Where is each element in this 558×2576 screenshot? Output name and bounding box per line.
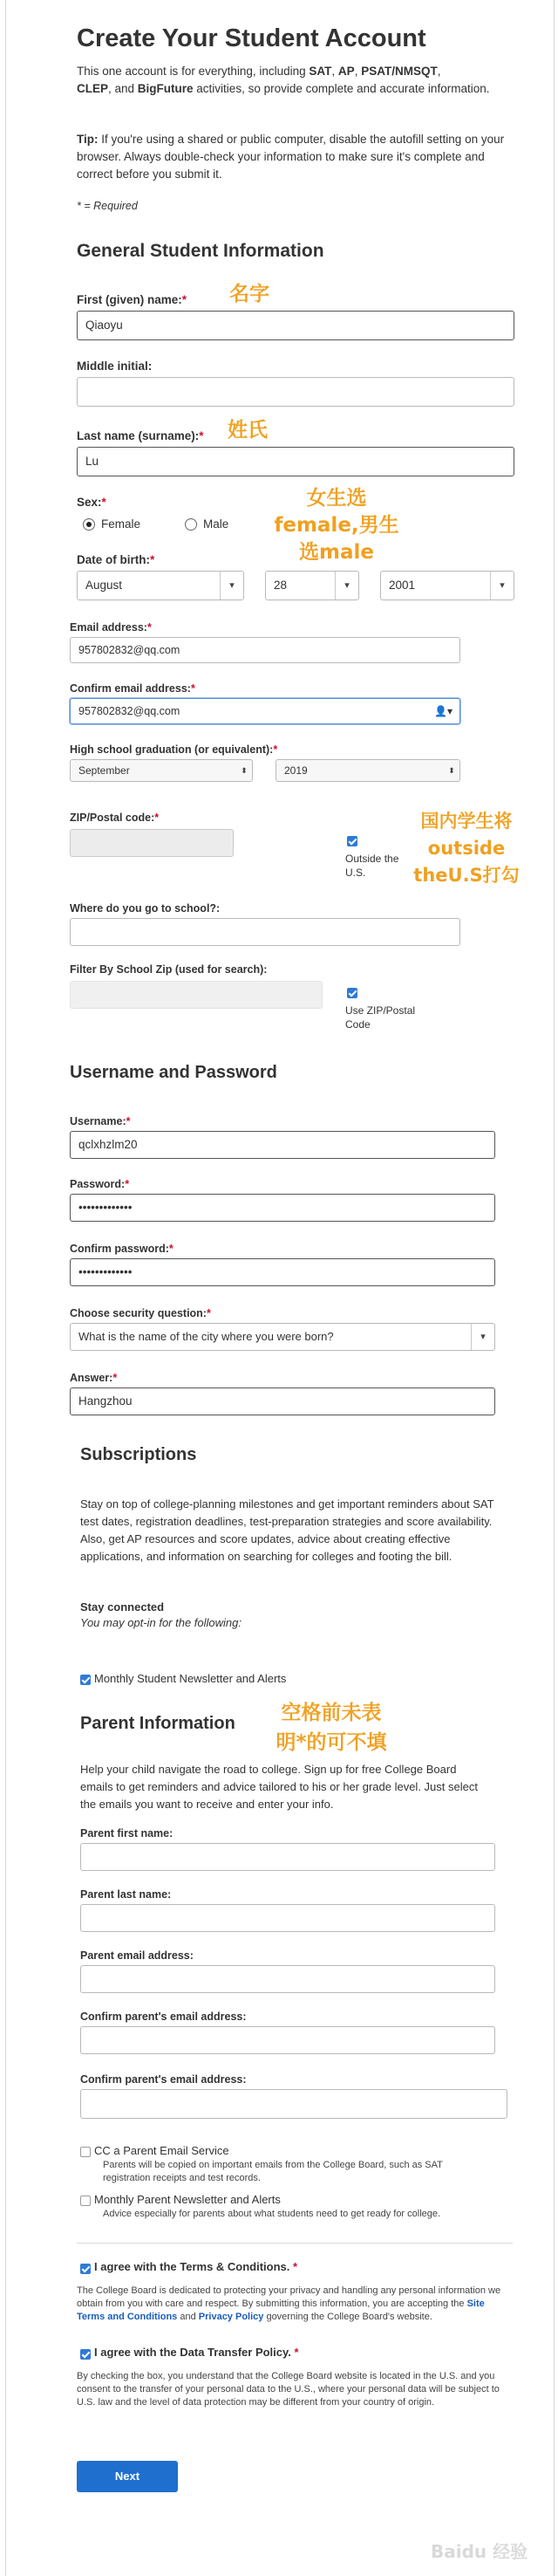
confirm-email-value: 957802832@qq.com [78,705,180,717]
confirm-parent-email-input-2[interactable] [80,2089,507,2119]
email-input[interactable]: 957802832@qq.com [70,637,460,663]
security-question-label: Choose security question:* [70,1307,211,1319]
cc-parent-label: CC a Parent Email Service [94,2144,229,2157]
stay-connected-label: Stay connected [80,1600,165,1613]
female-radio[interactable] [83,518,95,531]
username-input[interactable]: qclxhzlm20 [70,1131,495,1159]
last-name-label: Last name (surname):* [77,429,204,442]
outside-us-label: Outside the U.S. [345,853,399,879]
section-heading-account: Username and Password [70,1063,277,1082]
male-label: Male [203,517,229,531]
autofill-contact-icon[interactable]: 👤▾ [434,705,453,717]
confirm-email-input[interactable] [70,698,460,724]
student-newsletter-label: Monthly Student Newsletter and Alerts [94,1672,287,1685]
dob-month-select[interactable] [77,571,244,600]
parent-first-name-label: Parent first name: [80,1827,174,1840]
tip-text: Tip: If you're using a shared or public computer, disable the autofill setting on your browser. Always double-check your information to make sure it's complete and correct before you submit it. [77,133,505,181]
parent-newsletter-checkbox[interactable] [80,2196,91,2206]
updown-arrows-icon: ⬍ [448,766,455,775]
confirm-parent-email-input[interactable] [80,2026,495,2054]
section-heading-subscriptions: Subscriptions [80,1445,197,1464]
agree-transfer-checkbox[interactable] [80,2349,91,2360]
agree-transfer-label: I agree with the Data Transfer Policy. * [94,2346,299,2359]
use-zip-label: Use ZIP/Postal Code [345,1004,416,1031]
confirm-password-label: Confirm password:* [70,1243,174,1255]
graduation-month-value: September [78,764,130,777]
graduation-month-select[interactable] [70,759,253,782]
watermark: Baidu 经验 [431,2541,528,2562]
use-zip-checkbox[interactable] [347,988,357,998]
chevron-down-icon: ▾ [490,572,514,599]
security-question-value: What is the name of the city where you were born? [78,1330,334,1343]
terms-text: The College Board is dedicated to protecting your privacy and handling any personal information we obtain from you with care and respect. By submitting this information, you are accepting the Site Terms and Conditions and Privacy Policy governing the College Board's website. [77,2285,501,2322]
filter-zip-input[interactable] [70,981,323,1009]
password-label: Password:* [70,1178,130,1190]
sex-label: Sex:* [77,496,106,509]
parent-email-input[interactable] [80,1965,495,1993]
zip-label: ZIP/Postal code:* [70,812,160,824]
graduation-year-value: 2019 [284,764,308,777]
parent-email-label: Parent email address: [80,1949,194,1962]
divider [77,2243,513,2244]
student-newsletter-checkbox[interactable] [80,1675,91,1685]
annotation-name: 名字 [229,283,269,305]
graduation-label: High school graduation (or equivalent):* [70,743,278,756]
graduation-year-select[interactable] [276,759,460,782]
male-radio[interactable] [185,518,197,531]
dob-label: Date of birth:* [77,553,155,566]
parent-first-name-input[interactable] [80,1843,495,1871]
email-label: Email address:* [70,621,152,634]
zip-input[interactable] [70,829,234,857]
parent-newsletter-label: Monthly Parent Newsletter and Alerts [94,2193,281,2206]
middle-initial-input[interactable] [77,377,514,407]
filter-zip-label: Filter By School Zip (used for search): [70,963,268,976]
dob-month-value: August [85,579,123,592]
page-title: Create Your Student Account [77,24,426,52]
chevron-down-icon: ▾ [471,1324,494,1350]
annotation-surname: 姓氏 [228,419,268,442]
dob-day-select[interactable] [265,571,359,600]
username-label: Username:* [70,1115,131,1127]
annotation-outside-us: 国内学生将 outside theU.S打勾 [413,811,520,886]
required-note: * = Required [77,200,138,212]
answer-label: Answer:* [70,1372,118,1384]
dob-day-value: 28 [274,579,288,592]
opt-in-text: You may opt-in for the following: [80,1616,242,1629]
confirm-parent-email-label: Confirm parent's email address: [80,2011,247,2023]
outside-us-checkbox[interactable] [347,836,357,846]
transfer-text: By checking the box, you understand that the College Board website is located in the U.S. and you consent to the transfer of your personal data to the U.S., where your personal data will be subject to U.S. law and the level of data protection may be different from your country of origin. [77,2371,500,2408]
parent-last-name-label: Parent last name: [80,1888,172,1901]
dob-year-select[interactable] [380,571,514,600]
agree-terms-checkbox[interactable] [80,2264,91,2274]
intro-text: This one account is for everything, including SAT, AP, PSAT/NMSQT, CLEP, and BigFuture activities, so provide complete and accurate information. [77,65,490,95]
annotation-parent: 空格前未表 明*的可不填 [276,1702,387,1754]
annotation-sex: 女生选 female,男生 选male [274,487,399,564]
security-question-select[interactable] [70,1323,495,1351]
school-input[interactable] [70,918,460,946]
first-name-input[interactable]: Qiaoyu [77,311,514,340]
parent-last-name-input[interactable] [80,1904,495,1932]
next-button[interactable]: Next [77,2461,178,2492]
confirm-parent-email-label-2: Confirm parent's email address: [80,2073,247,2086]
agree-terms-label: I agree with the Terms & Conditions. * [94,2260,298,2273]
section-heading-parent: Parent Information [80,1714,235,1733]
last-name-input[interactable]: Lu [77,447,514,476]
answer-input[interactable]: Hangzhou [70,1387,495,1415]
password-input[interactable]: ••••••••••••• [70,1194,495,1222]
site-terms-link[interactable]: Site Terms and Conditions [77,2299,485,2322]
chevron-down-icon: ▾ [335,572,358,599]
section-heading-general: General Student Information [77,241,324,261]
cc-parent-description: Parents will be copied on important emails from the College Board, such as SAT registration receipts and test records. [103,2160,443,2183]
subscriptions-text: Stay on top of college-planning milestones and get important reminders about SAT test dates, registration deadlines, test-preparation strategies and score availability. Also, get AP resources and score updates, advice about creating effective applications, and information on searching for colleges and footing the bill. [80,1497,494,1563]
confirm-email-label: Confirm email address:* [70,682,195,695]
cc-parent-checkbox[interactable] [80,2147,91,2157]
female-label: Female [101,517,141,531]
parent-newsletter-description: Advice especially for parents about what students need to get ready for college. [103,2209,441,2219]
dob-year-value: 2001 [389,579,416,592]
chevron-down-icon: ▾ [220,572,243,599]
updown-arrows-icon: ⬍ [241,766,248,775]
school-label: Where do you go to school?: [70,902,221,915]
middle-initial-label: Middle initial: [77,360,153,373]
confirm-password-input[interactable]: ••••••••••••• [70,1258,495,1286]
first-name-label: First (given) name:* [77,293,187,306]
privacy-policy-link[interactable]: Privacy Policy [198,2312,264,2322]
parent-intro-text: Help your child navigate the road to college. Sign up for free College Board emails to get reminders and advice tailored to his or her grade level. Just select the emails you want to receive and enter your info. [80,1763,478,1811]
